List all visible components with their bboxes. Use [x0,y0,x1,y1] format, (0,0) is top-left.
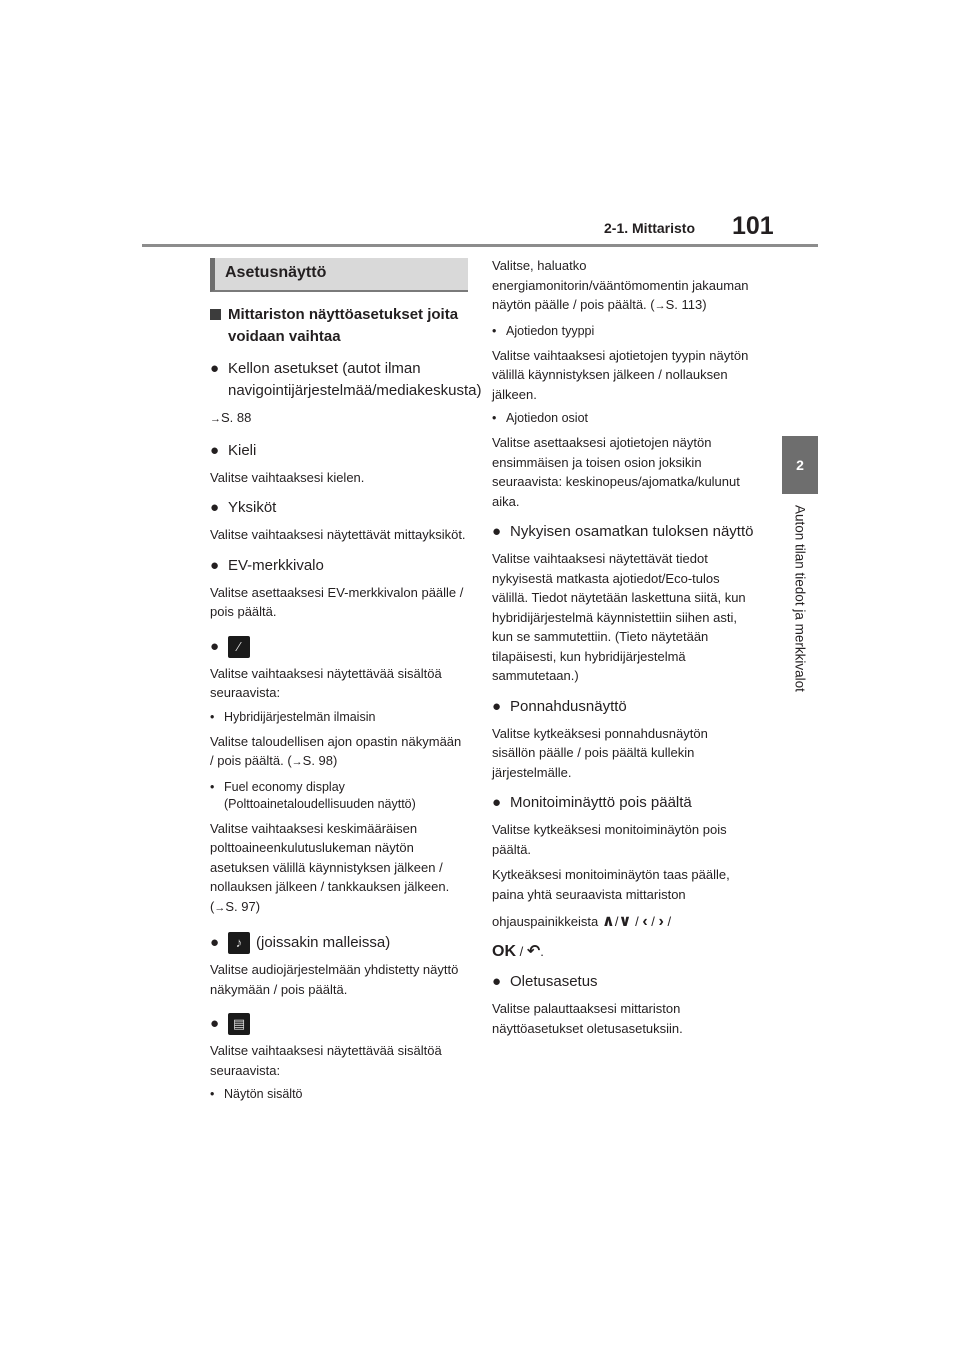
item-monitor-off-label: Monitoiminäyttö pois päältä [510,794,692,811]
eco-sub1-ref: S. 98 [302,753,334,768]
arrow-right-icon: → [291,756,303,768]
item-clock-label: Kellon asetukset (autot ilman navigointijärjestelmää/mediakeskusta) [228,360,482,399]
item-monitor-off [492,792,754,814]
eco-sub1-label: Hybridijärjestelmän ilmaisin [224,709,376,724]
music-note-icon: ♪ [228,932,250,954]
down-icon: ∨ [618,913,632,930]
trip-type-text: Valitse vaihtaaksesi ajotietojen tyypin näytön välillä käynnistyksen jälkeen / nollauksen jälkeen. [492,347,749,402]
drive-info-icon: ▤ [228,1013,250,1035]
bullet-icon: ● [492,697,502,715]
bullet-icon: ● [492,973,502,990]
clock-ref [210,408,468,430]
monitor-on-text-a: Kytkeäksesi monitoiminäytön taas päälle, paina yhtä seuraavista mittariston [492,867,730,902]
eco-sub2-text: Valitse vaihtaaksesi keskimääräisen polttoaineenkulutuslukeman näytön asetuksen välillä käynnistyksen jälkeen / nollauksen jälkeen / tankkauksen jälkeen. (→S. 97) [210,820,450,914]
leaf-icon: ∕ [228,636,250,658]
monitor-on-buttons: ohjauspainikkeista ∧/∨ / ‹ / › / [492,913,672,930]
right-icon: › [658,913,664,930]
trip-items-label: Ajotiedon osiot [506,411,589,425]
chapter-tab-text: Auton tilan tiedot ja merkkivalot [792,505,808,692]
trip-items-text: Valitse asettaaksesi ajotietojen näytön ensimmäisen ja toisen osion joksikin seuraavista: keskinopeus/ajomatka/kulunut aika. [492,435,740,509]
language-text: Valitse vaihtaaksesi kielen. [210,469,365,485]
item-default-label: Oletusasetus [510,973,598,990]
eco-text: Valitse vaihtaaksesi näytettävää sisältöä seuraavista: [210,665,442,700]
ev-text: Valitse asettaaksesi EV-merkkivalon päälle / pois päältä. [210,584,464,619]
energy-text-a: Valitse, haluatko energiamonitorin/vääntömomentin jakauman näytön päälle / pois päältä. ( [492,258,749,312]
settings-subhead [210,304,468,348]
popup-text: Valitse kytkeäksesi ponnahdusnäytön sisällön päälle / pois päältä kullekin järjestelmälle. [492,725,708,780]
monitor-on-text-b: ohjauspainikkeista [492,914,599,929]
bullet-icon: ● [492,523,502,540]
eco-sub1-text-a: Valitse taloudellisen ajon opastin näkymään / pois päältä. ( [210,733,462,768]
eco-sub2-label: Fuel economy display (Polttoainetaloudellisuuden näyttö) [224,779,416,811]
settings-subhead-text: Mittariston näyttöasetukset joita voidaan vaihtaa [228,306,459,345]
section-title: Asetusnäyttö [210,258,468,292]
item-popup [492,696,754,718]
drive-text: Valitse vaihtaaksesi näytettävää sisältöä seuraavista: [210,1043,442,1078]
eco-sub2-text-a: Valitse vaihtaaksesi keskimääräisen polttoaineenkulutuslukeman näytön asetuksen välillä käynnistyksen jälkeen / nollauksen jälkeen / tankkauksen jälkeen. ( [210,820,450,914]
bullet-icon: ● [210,637,220,655]
item-drive-info [210,1013,468,1035]
current-trip-text: Valitse vaihtaaksesi näytettävät tiedot nykyisestä matkasta ajotiedot/Eco-tulos välillä. Tiedot näytetään laskettuna siitä, kun hybridijärjestelmä käynnistettiin siihen asti, kun se sammutettiin. (Tieto näytetään tilapäisesti, kun hybridijärjestelmä sammutetaan.) [492,551,746,683]
square-bullet-icon [210,309,221,320]
trip-type-label: Ajotiedon tyyppi [506,323,595,338]
ok-icon: OK [492,942,516,960]
clock-ref-text: S. 88 [221,410,252,425]
monitor-off-text: Valitse kytkeäksesi monitoiminäytön pois päältä. [492,822,727,857]
drive-sub1-label: Näytön sisältö [224,1087,303,1101]
bullet-icon: ● [210,441,220,459]
bullet-icon: ● [492,794,502,811]
section-header: 2-1. Mittaristo [604,220,696,236]
units-text: Valitse vaihtaaksesi näytettävät mittayksiköt. [210,527,466,542]
arrow-right-icon: → [210,413,221,425]
eco-sub1: • Hybridijärjestelmän ilmaisin [210,709,376,724]
item-units-label: Yksiköt [228,499,277,516]
trip-items: • Ajotiedon osiot [492,411,589,425]
bullet-icon: ● [210,1015,220,1032]
item-current-trip-label: Nykyisen osamatkan tuloksen näyttö [510,523,754,540]
item-popup-label: Ponnahdusnäyttö [510,697,627,715]
arrow-right-icon: → [214,901,226,914]
item-units [210,497,468,519]
energy-text: Valitse, haluatko energiamonitorin/vääntömomentin jakauman näytön päälle / pois päältä. (→S. 113) [492,258,749,312]
default-text: Valitse palauttaaksesi mittariston näyttöasetukset oletusasetuksiin. [492,1001,683,1036]
arrow-right-icon: → [654,300,666,312]
eco-sub2: • Fuel economy display (Polttoainetaloudellisuuden näyttö) [210,779,468,813]
item-default [492,971,754,993]
audio-text: Valitse audiojärjestelmään yhdistetty näyttö näkymään / pois päältä. [210,962,459,997]
item-ev-label: EV-merkkivalo [228,556,324,574]
right-column [492,258,754,1038]
drive-sub1: • Näytön sisältö [210,1087,303,1101]
back-icon: ↶ [526,942,541,960]
energy-ref: S. 113 [665,297,703,312]
chapter-tab-number: 2 [782,436,818,494]
eco-sub1-text: Valitse taloudellisen ajon opastin näkymään / pois päältä. (→S. 98) [210,733,462,768]
bullet-icon: ● [210,360,220,377]
header-rule [142,244,818,247]
item-clock [210,358,482,402]
bullet-icon: ● [210,556,220,574]
up-icon: ∧ [601,913,615,930]
ok-back-buttons: OK / ↶. [492,942,544,960]
item-audio-label: (joissakin malleissa) [256,934,391,951]
left-icon: ‹ [642,913,648,930]
item-audio [210,932,468,954]
item-ev [210,555,468,577]
page-number: 101 [732,212,774,240]
item-language-label: Kieli [228,441,257,459]
trip-type: • Ajotiedon tyyppi [492,323,595,338]
chapter-tab-label [790,505,810,725]
item-eco [210,636,468,658]
bullet-icon: ● [210,934,220,951]
eco-sub2-ref: S. 97 [225,898,256,914]
left-column [210,258,482,1103]
item-language [210,440,468,462]
bullet-icon: ● [210,499,220,516]
item-current-trip [492,521,754,543]
